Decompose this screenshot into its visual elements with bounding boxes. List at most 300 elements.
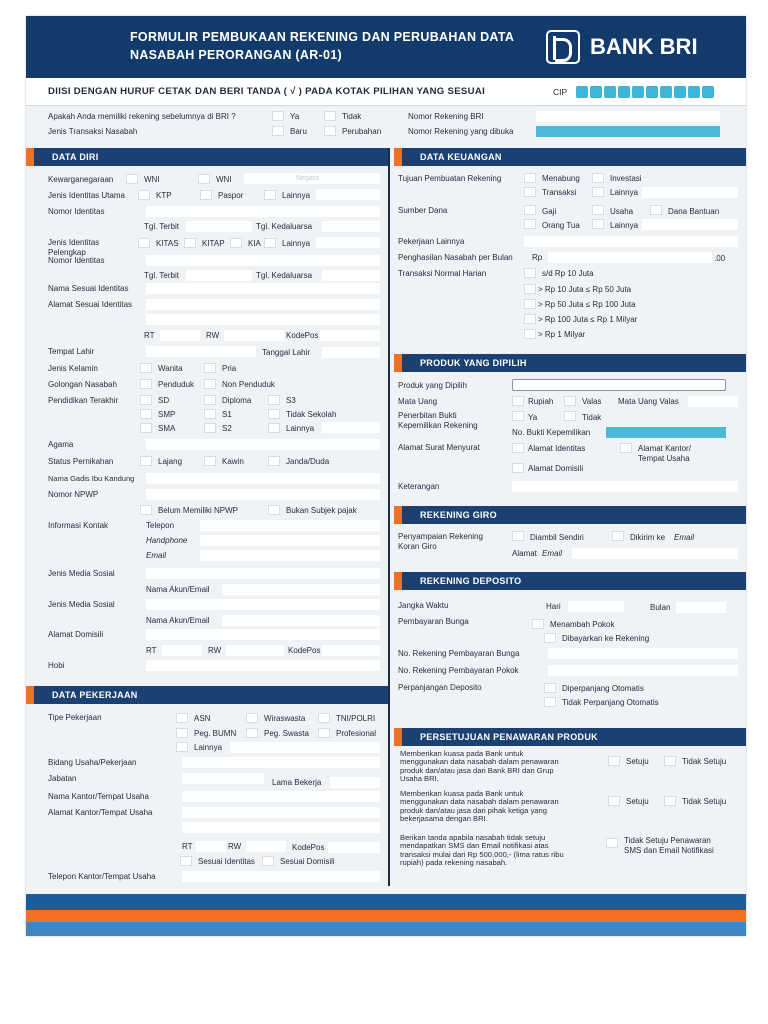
dikirim-email-label: Email <box>674 533 695 542</box>
rt-field[interactable] <box>160 330 200 341</box>
setuju-2-label: Setuju <box>626 797 649 806</box>
has-account-ya-label: Ya <box>290 112 300 121</box>
kia-checkbox[interactable] <box>230 238 242 248</box>
alamat-kantor-checkbox[interactable] <box>620 443 632 453</box>
swasta-label: Peg. Swasta <box>264 729 309 738</box>
media-sosial-2-label: Jenis Media Sosial <box>48 600 115 609</box>
paspor-checkbox[interactable] <box>200 190 212 200</box>
penghasilan-label: Penghasilan Nasabah per Bulan <box>398 253 513 262</box>
kuasa-2-text: Memberikan kuasa pada Bank untuk menggunakan data nasabah dalam penawaran produk dan/atau jasa dari pihak ketiga yang bekerjasama dengan BRI. <box>400 789 559 824</box>
range-1-label: s/d Rp 10 Juta <box>542 269 594 278</box>
opened-account-number-field[interactable] <box>536 126 720 137</box>
alamat-kantor-option-label: Alamat Kantor/ Tempat Usaha <box>638 444 691 463</box>
kodepos-kantor-label: KodePos <box>292 843 325 852</box>
tgl-kedaluarsa-field[interactable] <box>322 221 380 232</box>
transaksi-harian-label: Transaksi Normal Harian <box>398 269 487 278</box>
diploma-label: Diploma <box>222 396 252 405</box>
tni-polri-label: TNI/POLRI <box>336 714 376 723</box>
tidak-setuju-2-checkbox[interactable] <box>664 796 676 806</box>
alamat-kantor-line1-field[interactable] <box>182 807 380 818</box>
rt-label: RT <box>144 331 155 340</box>
range-4-label: > Rp 100 Juta ≤ Rp 1 Milyar <box>538 315 638 324</box>
transaction-baru-label: Baru <box>290 127 307 136</box>
no-rek-bunga-label: No. Rekening Pembayaran Bunga <box>398 649 520 658</box>
cip-digit-box[interactable] <box>590 86 602 98</box>
profesional-checkbox[interactable] <box>318 728 330 738</box>
cip-digit-box[interactable] <box>702 86 714 98</box>
ktp-label: KTP <box>156 191 172 200</box>
sma-label: SMA <box>158 424 176 433</box>
belum-npwp-label: Belum Memiliki NPWP <box>158 506 239 515</box>
asn-label: ASN <box>194 714 211 723</box>
footer-stripe-blue <box>26 922 746 936</box>
diperpanjang-label: Diperpanjang Otomatis <box>562 684 644 693</box>
kuasa-1-text: Memberikan kuasa pada Bank untuk menggunakan data nasabah dalam penawaran produk dan/atau jasa dari Bank BRI dan Grup Usaha BRI. <box>400 749 559 784</box>
rt-2-field[interactable] <box>162 645 202 656</box>
alamat-kantor-label: Alamat Kantor/Tempat Usaha <box>48 808 153 817</box>
tidak-sekolah-checkbox[interactable] <box>268 409 280 419</box>
s2-checkbox[interactable] <box>204 423 216 433</box>
lainnya-pendidikan-label: Lainnya <box>286 424 315 433</box>
section-title: DATA KEUANGAN <box>420 152 502 162</box>
tempat-lahir-field[interactable] <box>146 346 256 357</box>
tidak-setuju-notif-label: Tidak Setuju Penawaran SMS dan Email Notifikasi <box>624 836 714 855</box>
akun-2-field[interactable] <box>222 615 380 626</box>
bukan-pajak-label: Bukan Subjek pajak <box>286 506 357 515</box>
lainnya-tujuan-label: Lainnya <box>610 188 639 197</box>
kitap-label: KITAP <box>202 239 225 248</box>
lajang-label: Lajang <box>158 457 183 466</box>
menambah-pokok-checkbox[interactable] <box>532 619 544 629</box>
dikirim-checkbox[interactable] <box>612 531 624 541</box>
keterangan-label: Keterangan <box>398 482 440 491</box>
janda-duda-checkbox[interactable] <box>268 456 280 466</box>
nomor-identitas-2-field[interactable] <box>146 255 380 266</box>
section-produk <box>394 354 746 372</box>
keterangan-field[interactable] <box>512 481 738 492</box>
wna-label: WNI <box>216 175 232 184</box>
transaction-perubahan-label: Perubahan <box>342 127 382 136</box>
range-2-label: > Rp 10 Juta ≤ Rp 50 Juta <box>538 285 632 294</box>
mata-uang-label: Mata Uang <box>398 397 438 406</box>
kitas-checkbox[interactable] <box>138 238 150 248</box>
valas-label: Valas <box>582 397 602 406</box>
mata-uang-valas-label: Mata Uang Valas <box>618 397 679 406</box>
kodepos-kantor-field[interactable] <box>328 842 380 853</box>
hari-label: Hari <box>546 602 561 611</box>
non-penduduk-label: Non Penduduk <box>222 380 275 389</box>
wanita-label: Wanita <box>158 364 183 373</box>
pendidikan-label: Pendidikan Terakhir <box>48 396 119 405</box>
no-bukti-field[interactable] <box>606 427 726 438</box>
sesuai-domisili-label: Sesuai Domisili <box>280 857 335 866</box>
swasta-checkbox[interactable] <box>246 728 258 738</box>
pria-checkbox[interactable] <box>204 363 216 373</box>
rw-2-label: RW <box>208 646 222 655</box>
lainnya-sumber-checkbox[interactable] <box>592 219 604 229</box>
pembayaran-bunga-label: Pembayaran Bunga <box>398 617 469 626</box>
usaha-label: Usaha <box>610 207 634 216</box>
s1-checkbox[interactable] <box>204 409 216 419</box>
alamat-label: Alamat Sesuai Identitas <box>48 300 133 309</box>
section-data-pekerjaan <box>26 686 388 704</box>
non-penduduk-checkbox[interactable] <box>204 379 216 389</box>
bank-logo <box>546 30 728 64</box>
hari-field[interactable] <box>568 601 624 612</box>
cip-digit-box[interactable] <box>604 86 616 98</box>
kia-label: KIA <box>248 239 261 248</box>
tidak-setuju-notif-checkbox[interactable] <box>606 838 618 848</box>
lainnya-id-checkbox[interactable] <box>264 190 276 200</box>
lajang-checkbox[interactable] <box>140 456 152 466</box>
tanggal-lahir-field[interactable] <box>322 347 380 358</box>
janda-duda-label: Janda/Duda <box>286 457 330 466</box>
jangka-waktu-label: Jangka Waktu <box>398 601 449 610</box>
wna-checkbox[interactable] <box>198 174 210 184</box>
rw-2-field[interactable] <box>226 645 284 656</box>
diambil-sendiri-label: Diambil Sendiri <box>530 533 584 542</box>
wni-checkbox[interactable] <box>126 174 138 184</box>
rt-kantor-label: RT <box>182 842 193 851</box>
sesuai-identitas-checkbox[interactable] <box>180 856 192 866</box>
menabung-label: Menabung <box>542 174 580 183</box>
no-bukti-label: No. Bukti Kepemilikan <box>512 428 591 437</box>
no-rek-pokok-field[interactable] <box>548 665 738 676</box>
cip-digit-box[interactable] <box>674 86 686 98</box>
has-account-ya-checkbox[interactable] <box>272 111 284 121</box>
kodepos-2-field[interactable] <box>322 645 380 656</box>
range-3-label: > Rp 50 Juta ≤ Rp 100 Juta <box>538 300 636 309</box>
cip-label: CIP <box>553 87 568 97</box>
alamat-email-label: Alamat <box>512 549 537 558</box>
lainnya-pelengkap-checkbox[interactable] <box>264 238 276 248</box>
lainnya-pendidikan-checkbox[interactable] <box>268 423 280 433</box>
cip-digit-box[interactable] <box>646 86 658 98</box>
penghasilan-field[interactable] <box>548 252 712 263</box>
kewarganegaraan-label: Kewarganegaraan <box>48 175 114 184</box>
tgl-terbit-field[interactable] <box>186 221 252 232</box>
penduduk-label: Penduduk <box>158 380 195 389</box>
ibu-kandung-label: Nama Gadis Ibu Kandung <box>48 474 135 483</box>
agama-field[interactable] <box>146 439 380 450</box>
bukti-tidak-checkbox[interactable] <box>564 411 576 421</box>
dibayarkan-checkbox[interactable] <box>544 633 556 643</box>
nama-field[interactable] <box>146 283 380 294</box>
telepon-kantor-label: Telepon Kantor/Tempat Usaha <box>48 872 156 881</box>
account-opening-form <box>26 16 746 936</box>
tgl-kedaluarsa-2-label: Tgl. Kedaluarsa <box>256 271 313 280</box>
status-pernikahan-label: Status Pernikahan <box>48 457 114 466</box>
range-4-checkbox[interactable] <box>524 314 536 324</box>
rp-prefix: Rp <box>532 253 543 262</box>
section-title: DATA PEKERJAAN <box>52 690 138 700</box>
footer-stripe-dark <box>26 894 746 910</box>
tempat-lahir-label: Tempat Lahir <box>48 347 95 356</box>
kawin-checkbox[interactable] <box>204 456 216 466</box>
column-divider <box>388 148 390 886</box>
profesional-label: Profesional <box>336 729 377 738</box>
rw-kantor-label: RW <box>228 842 242 851</box>
section-title: DATA DIRI <box>52 152 99 162</box>
setuju-2-checkbox[interactable] <box>608 796 620 806</box>
penyampaian-label: Penyampaian Rekening Koran Giro <box>398 532 483 551</box>
tidak-sekolah-label: Tidak Sekolah <box>286 410 337 419</box>
pria-label: Pria <box>222 364 237 373</box>
rupiah-checkbox[interactable] <box>512 396 524 406</box>
menabung-checkbox[interactable] <box>524 173 536 183</box>
dana-bantuan-checkbox[interactable] <box>650 205 662 215</box>
smp-checkbox[interactable] <box>140 409 152 419</box>
lainnya-pelengkap-field[interactable] <box>316 237 380 248</box>
bumn-label: Peg. BUMN <box>194 729 237 738</box>
lainnya-pelengkap-label: Lainnya <box>282 239 311 248</box>
valas-checkbox[interactable] <box>564 396 576 406</box>
jenis-pelengkap-label: Jenis Identitas Pelengkap <box>48 238 100 257</box>
section-title: PERSETUJUAN PENAWARAN PRODUK <box>420 732 598 742</box>
setuju-1-checkbox[interactable] <box>608 756 620 766</box>
bukti-ya-label: Ya <box>528 413 538 422</box>
investasi-checkbox[interactable] <box>592 173 604 183</box>
lainnya-sumber-label: Lainnya <box>610 221 639 230</box>
lainnya-id-field[interactable] <box>316 189 380 200</box>
bri-account-number-label: Nomor Rekening BRI <box>408 112 484 121</box>
handphone-field[interactable] <box>200 535 380 546</box>
domisili-line1-field[interactable] <box>146 629 380 640</box>
asn-checkbox[interactable] <box>176 713 188 723</box>
lainnya-tujuan-field[interactable] <box>642 187 738 198</box>
alamat-surat-label: Alamat Surat Menyurat <box>398 443 480 452</box>
bumn-checkbox[interactable] <box>176 728 188 738</box>
diploma-checkbox[interactable] <box>204 395 216 405</box>
instruction-text: DIISI DENGAN HURUF CETAK DAN BERI TANDA ( √ ) PADA KOTAK PILIHAN YANG SESUAI <box>48 86 486 97</box>
setuju-1-label: Setuju <box>626 757 649 766</box>
section-title: REKENING DEPOSITO <box>420 576 522 586</box>
media-sosial-2-field[interactable] <box>146 599 380 610</box>
ibu-kandung-field[interactable] <box>146 473 380 484</box>
bank-name: BANK BRI <box>590 34 698 59</box>
lainnya-id-label: Lainnya <box>282 191 311 200</box>
paspor-label: Paspor <box>218 191 244 200</box>
tipe-pekerjaan-label: Tipe Pekerjaan <box>48 713 102 722</box>
sd-checkbox[interactable] <box>140 395 152 405</box>
diperpanjang-checkbox[interactable] <box>544 683 556 693</box>
telepon-label: Telepon <box>146 521 175 530</box>
range-1-checkbox[interactable] <box>524 268 536 278</box>
cip-digit-box[interactable] <box>632 86 644 98</box>
wni-label: WNI <box>144 175 160 184</box>
sesuai-identitas-label: Sesuai Identitas <box>198 857 255 866</box>
rw-kantor-field[interactable] <box>246 841 286 852</box>
belum-npwp-checkbox[interactable] <box>140 505 152 515</box>
cip-digit-box[interactable] <box>688 86 700 98</box>
has-account-tidak-label: Tidak <box>342 112 362 121</box>
lainnya-pekerjaan-checkbox[interactable] <box>176 742 188 752</box>
lama-bekerja-label: Lama Bekerja <box>272 778 322 787</box>
ktp-checkbox[interactable] <box>138 190 150 200</box>
wanita-checkbox[interactable] <box>140 363 152 373</box>
section-persetujuan <box>394 728 746 746</box>
section-data-diri <box>26 148 388 166</box>
kitap-checkbox[interactable] <box>184 238 196 248</box>
tgl-kedaluarsa-label: Tgl. Kedaluarsa <box>256 222 313 231</box>
section-title: PRODUK YANG DIPILIH <box>420 358 527 368</box>
agama-label: Agama <box>48 440 74 449</box>
rt-2-label: RT <box>146 646 157 655</box>
npwp-field[interactable] <box>146 489 380 500</box>
diambil-sendiri-checkbox[interactable] <box>512 531 524 541</box>
lainnya-pekerjaan-field[interactable] <box>230 742 380 753</box>
produk-label: Produk yang Dipilih <box>398 381 467 390</box>
form-header <box>26 16 746 78</box>
alamat-email-field[interactable] <box>572 548 738 559</box>
tni-polri-checkbox[interactable] <box>318 713 330 723</box>
s1-label: S1 <box>222 410 232 419</box>
has-account-question: Apakah Anda memiliki rekening sebelumnya di BRI ? <box>48 112 236 121</box>
dana-bantuan-label: Dana Bantuan <box>668 207 720 216</box>
alamat-kantor-line2-field[interactable] <box>182 822 380 833</box>
mata-uang-valas-field[interactable] <box>688 396 738 407</box>
nama-kantor-field[interactable] <box>182 791 380 802</box>
akun-2-label: Nama Akun/Email <box>146 616 210 625</box>
bukan-pajak-checkbox[interactable] <box>268 505 280 515</box>
wiraswasta-checkbox[interactable] <box>246 713 258 723</box>
alamat-domisili-label: Alamat Domisili <box>528 464 584 473</box>
cip-digit-box[interactable] <box>660 86 672 98</box>
lainnya-sumber-field[interactable] <box>642 219 738 230</box>
email-field[interactable] <box>200 550 380 561</box>
bulan-field[interactable] <box>676 602 726 613</box>
menambah-pokok-label: Menambah Pokok <box>550 620 615 629</box>
kitas-label: KITAS <box>156 239 179 248</box>
transaction-baru-checkbox[interactable] <box>272 126 284 136</box>
tidak-perpanjang-checkbox[interactable] <box>544 697 556 707</box>
range-2-checkbox[interactable] <box>524 284 536 294</box>
range-5-checkbox[interactable] <box>524 329 536 339</box>
domisili-label: Alamat Domisili <box>48 630 104 639</box>
tujuan-label: Tujuan Pembuatan Rekening <box>398 174 502 183</box>
orang-tua-checkbox[interactable] <box>524 219 536 229</box>
tidak-setuju-1-label: Tidak Setuju <box>682 757 727 766</box>
alamat-line2-field[interactable] <box>146 314 380 325</box>
media-sosial-1-field[interactable] <box>146 568 380 579</box>
hobi-field[interactable] <box>146 660 380 671</box>
tanggal-lahir-label: Tanggal Lahir <box>262 348 311 357</box>
transaksi-label: Transaksi <box>542 188 577 197</box>
smp-label: SMP <box>158 410 176 419</box>
tgl-terbit-2-field[interactable] <box>186 270 252 281</box>
alamat-identitas-label: Alamat Identitas <box>528 444 586 453</box>
form-title-line1: FORMULIR PEMBUKAAN REKENING DAN PERUBAHAN DATA <box>130 30 515 44</box>
range-3-checkbox[interactable] <box>524 299 536 309</box>
jabatan-field[interactable] <box>182 773 264 784</box>
opened-account-number-label: Nomor Rekening yang dibuka <box>408 127 514 136</box>
gaji-checkbox[interactable] <box>524 205 536 215</box>
lainnya-tujuan-checkbox[interactable] <box>592 187 604 197</box>
s3-checkbox[interactable] <box>268 395 280 405</box>
bukti-ya-checkbox[interactable] <box>512 411 524 421</box>
email-label: Email <box>146 551 167 560</box>
penduduk-checkbox[interactable] <box>140 379 152 389</box>
lainnya-pekerjaan-label: Lainnya <box>194 743 223 752</box>
tgl-terbit-label: Tgl. Terbit <box>144 222 179 231</box>
sma-checkbox[interactable] <box>140 423 152 433</box>
range-5-label: > Rp 1 Milyar <box>538 330 586 339</box>
investasi-label: Investasi <box>610 174 642 183</box>
footer-stripe-orange <box>26 910 746 922</box>
telepon-kantor-field[interactable] <box>182 871 380 882</box>
media-sosial-1-label: Jenis Media Sosial <box>48 569 115 578</box>
rw-field[interactable] <box>224 330 284 341</box>
section-rekening-deposito <box>394 572 746 590</box>
telepon-field[interactable] <box>200 520 380 531</box>
alamat-line1-field[interactable] <box>146 299 380 310</box>
instruction-bar <box>26 78 746 106</box>
lama-bekerja-field[interactable] <box>330 777 380 788</box>
nomor-identitas-2-label: Nomor Identitas <box>48 256 105 265</box>
nama-label: Nama Sesuai Identitas <box>48 284 129 293</box>
kodepos-2-label: KodePos <box>288 646 321 655</box>
nomor-identitas-field[interactable] <box>146 206 380 217</box>
negara-hint: Negara <box>296 175 319 182</box>
dikirim-label: Dikirim ke <box>630 533 666 542</box>
dibayarkan-label: Dibayarkan ke Rekening <box>562 634 650 643</box>
kawin-label: Kawin <box>222 457 244 466</box>
has-account-tidak-checkbox[interactable] <box>324 111 336 121</box>
tgl-kedaluarsa-2-field[interactable] <box>322 270 380 281</box>
s3-label: S3 <box>286 396 296 405</box>
usaha-checkbox[interactable] <box>592 205 604 215</box>
tidak-setuju-1-checkbox[interactable] <box>664 756 676 766</box>
alamat-domisili-checkbox[interactable] <box>512 463 524 473</box>
tgl-terbit-2-label: Tgl. Terbit <box>144 271 179 280</box>
npwp-label: Nomor NPWP <box>48 490 99 499</box>
handphone-label: Handphone <box>146 536 188 545</box>
tidak-perpanjang-label: Tidak Perpanjang Otomatis <box>562 698 659 707</box>
sesuai-domisili-checkbox[interactable] <box>262 856 274 866</box>
pekerjaan-lainnya-field[interactable] <box>524 236 738 247</box>
section-title: REKENING GIRO <box>420 510 497 520</box>
bidang-usaha-field[interactable] <box>182 757 380 768</box>
kontak-label: Informasi Kontak <box>48 521 109 530</box>
bri-account-number-field[interactable] <box>536 111 720 122</box>
section-data-keuangan <box>394 148 746 166</box>
kodepos-field[interactable] <box>320 330 380 341</box>
rupiah-label: Rupiah <box>528 397 554 406</box>
cip-digit-box[interactable] <box>618 86 630 98</box>
hobi-label: Hobi <box>48 661 65 670</box>
kodepos-label: KodePos <box>286 331 319 340</box>
alamat-email-word: Email <box>542 549 563 558</box>
transaksi-checkbox[interactable] <box>524 187 536 197</box>
bulan-label: Bulan <box>650 603 671 612</box>
golongan-label: Golongan Nasabah <box>48 380 117 389</box>
bukti-tidak-label: Tidak <box>582 413 602 422</box>
nomor-identitas-label: Nomor Identitas <box>48 207 105 216</box>
akun-1-field[interactable] <box>222 584 380 595</box>
sumber-dana-label: Sumber Dana <box>398 206 448 215</box>
s2-label: S2 <box>222 424 232 433</box>
no-rek-bunga-field[interactable] <box>548 648 738 659</box>
alamat-identitas-checkbox[interactable] <box>512 443 524 453</box>
lainnya-pendidikan-field[interactable] <box>322 422 380 433</box>
produk-field[interactable] <box>512 379 726 391</box>
transaction-perubahan-checkbox[interactable] <box>324 126 336 136</box>
section-rekening-giro <box>394 506 746 524</box>
rt-kantor-field[interactable] <box>196 841 226 852</box>
pekerjaan-lainnya-label: Pekerjaan Lainnya <box>398 237 465 246</box>
cip-digit-box[interactable] <box>576 86 588 98</box>
transaction-type-label: Jenis Transaksi Nasabah <box>48 127 138 136</box>
